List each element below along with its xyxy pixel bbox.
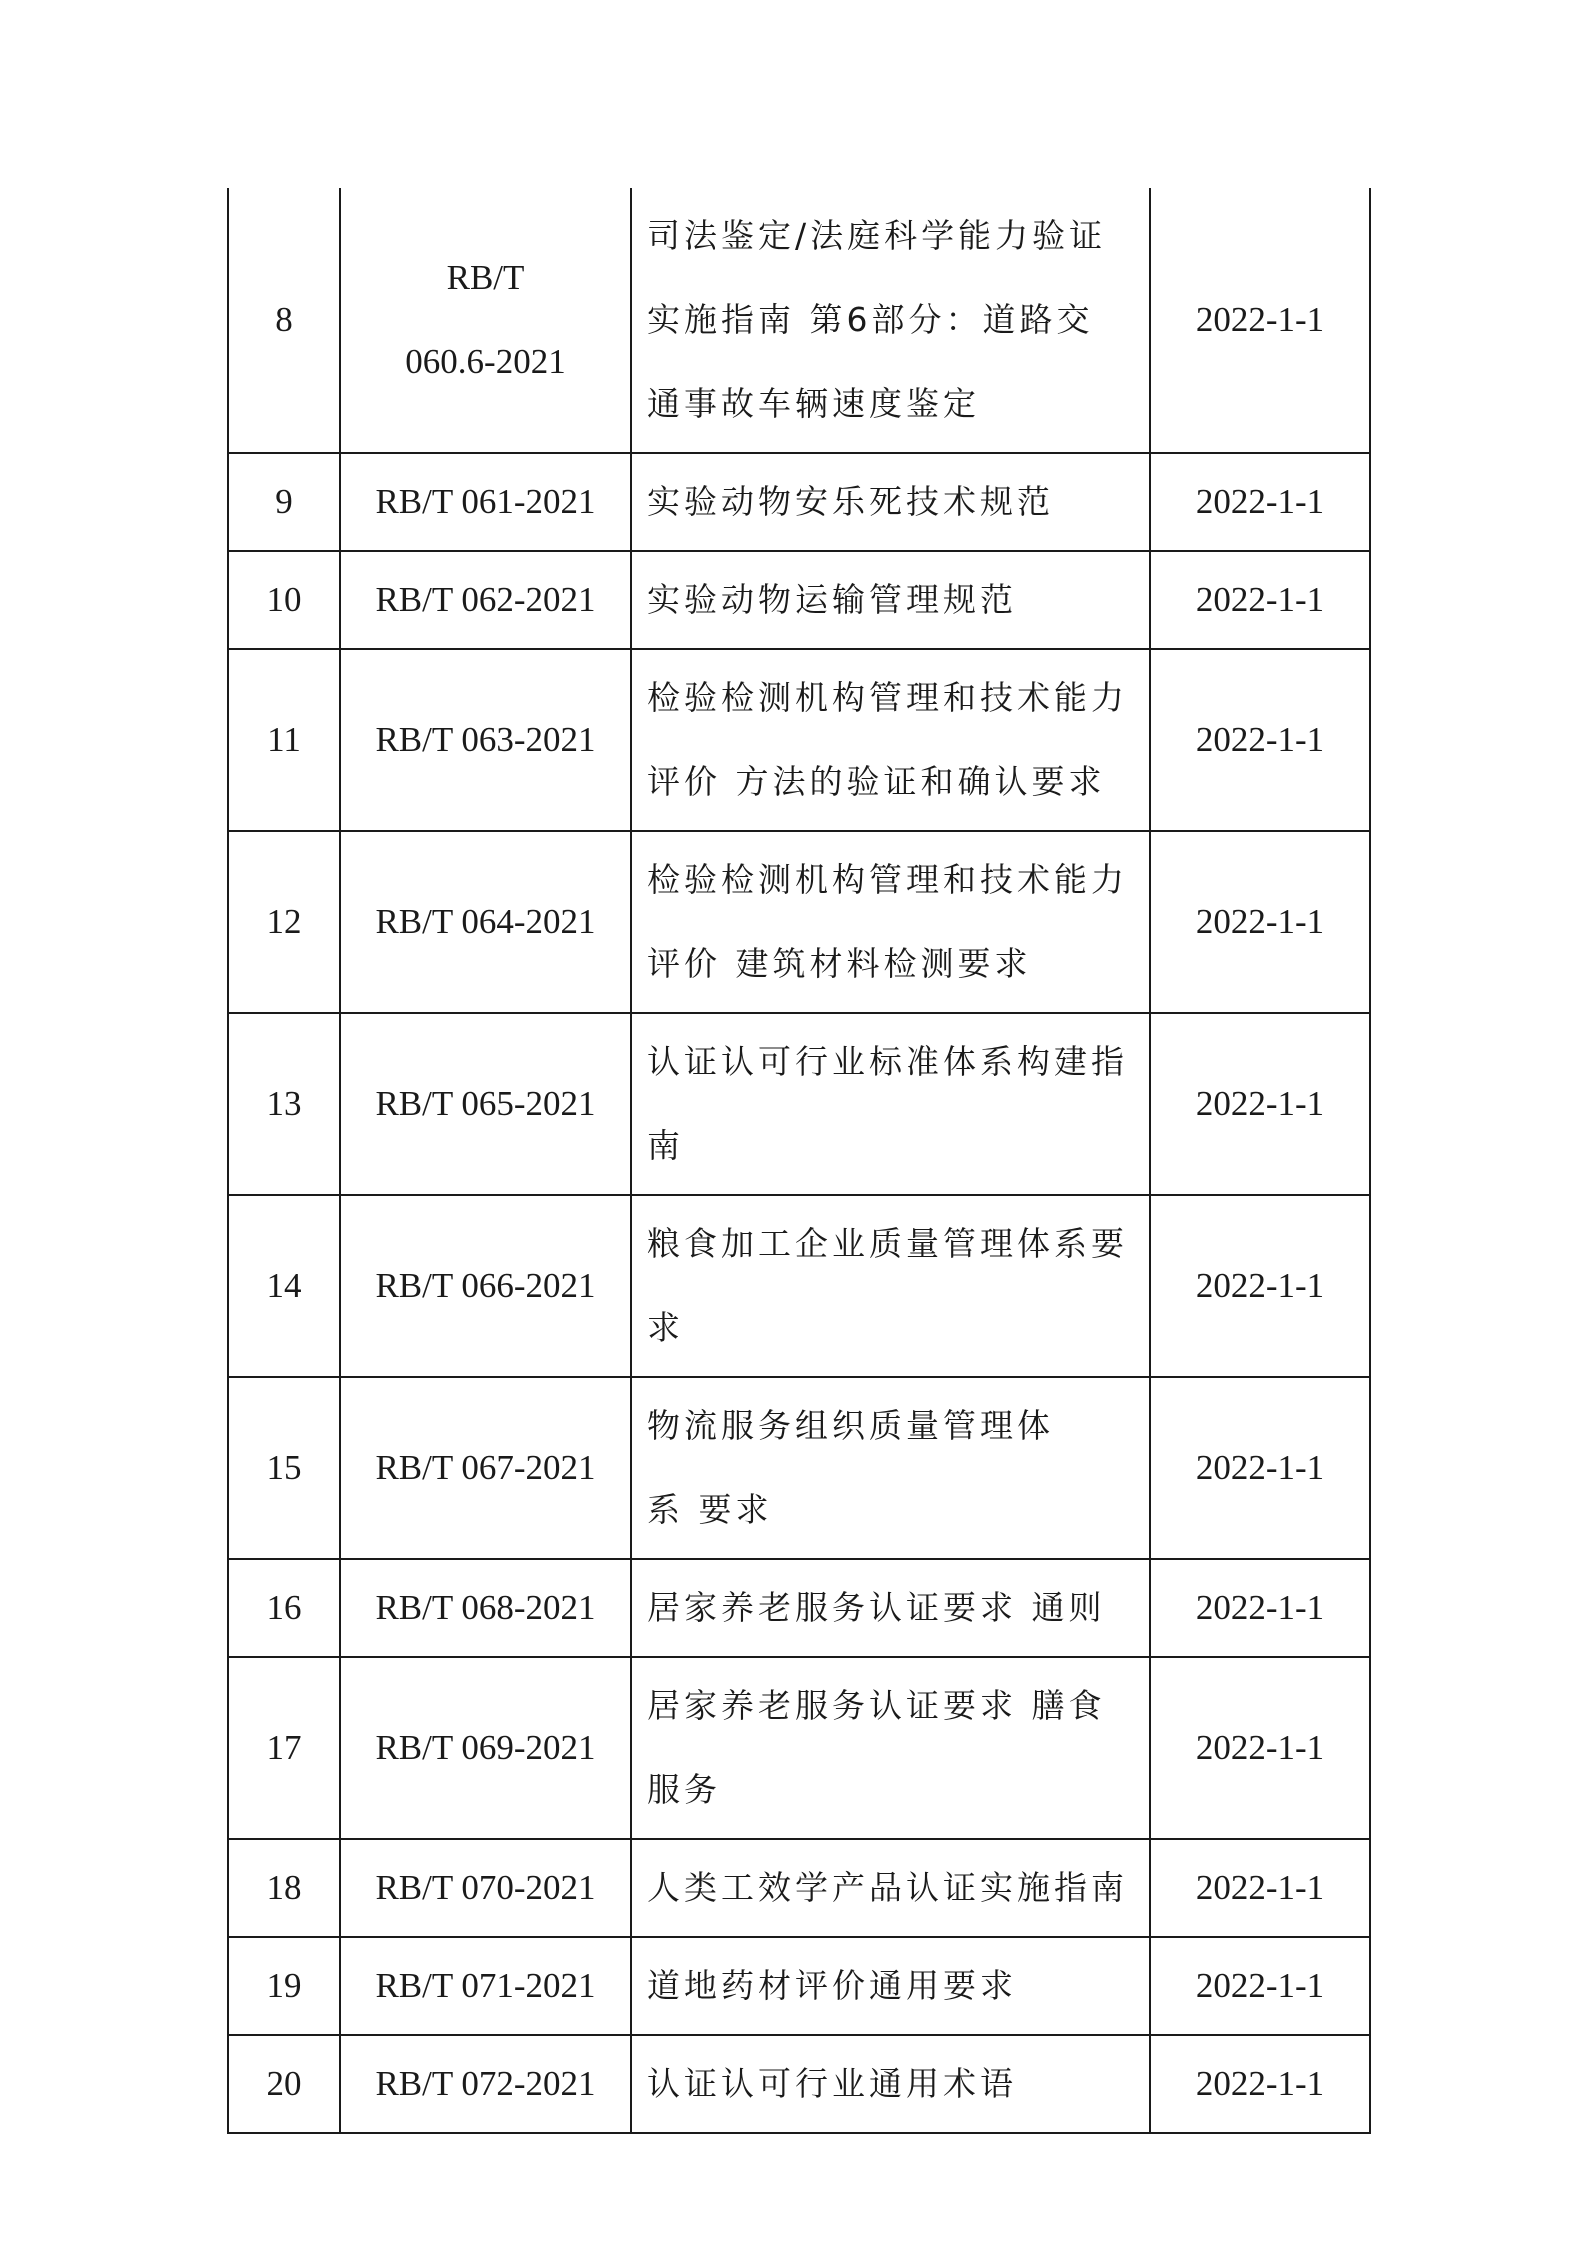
standard-code-cell: [340, 1657, 631, 1839]
standard-name-line: 系 要求: [647, 1490, 773, 1529]
table-row: [228, 831, 1370, 1013]
standards-table: [227, 188, 1371, 2134]
standard-code: RB/T 069-2021: [375, 1728, 596, 1767]
table-row: [228, 1013, 1370, 1195]
implementation-date: 2022-1-1: [1195, 1588, 1325, 1627]
implementation-date-cell: [1150, 831, 1370, 1013]
serial-number: 9: [275, 482, 293, 521]
standard-name: [647, 454, 1141, 550]
standard-code-cell: [340, 649, 631, 831]
standard-name-line: 检验检测机构管理和技术能力: [647, 860, 1128, 899]
standard-name: [647, 2036, 1141, 2132]
implementation-date-cell: [1150, 1377, 1370, 1559]
table-row: [228, 1657, 1370, 1839]
serial-number-cell: [228, 1013, 340, 1195]
serial-number: 17: [266, 1728, 302, 1767]
serial-number-cell: [228, 551, 340, 649]
standard-name-cell: [631, 188, 1150, 453]
standard-code: RB/T 067-2021: [375, 1448, 596, 1487]
standard-name-line: 评价 方法的验证和确认要求: [647, 762, 1106, 801]
implementation-date: 2022-1-1: [1195, 902, 1325, 941]
implementation-date-cell: [1150, 188, 1370, 453]
standard-name-cell: [631, 551, 1150, 649]
standard-code-cell: [340, 1839, 631, 1937]
serial-number-cell: [228, 453, 340, 551]
standard-name-line: 服务: [647, 1770, 721, 1809]
standard-name-line: 求: [647, 1308, 684, 1347]
standard-name-line: 粮食加工企业质量管理体系要: [647, 1224, 1128, 1263]
standard-name-line: 认证认可行业通用术语: [647, 2064, 1017, 2103]
standard-name: [647, 552, 1141, 648]
standard-name-line: 实验动物安乐死技术规范: [647, 482, 1054, 521]
standard-name: [647, 1560, 1141, 1656]
standard-code: RB/T 062-2021: [375, 580, 596, 619]
implementation-date: 2022-1-1: [1195, 482, 1325, 521]
serial-number-cell: [228, 1377, 340, 1559]
standard-name-line: 南: [647, 1126, 684, 1165]
standard-name: [647, 832, 1141, 1012]
implementation-date: 2022-1-1: [1195, 1966, 1325, 2005]
standard-code: RB/T 063-2021: [375, 720, 596, 759]
implementation-date-cell: [1150, 551, 1370, 649]
table-row: [228, 1195, 1370, 1377]
implementation-date-cell: [1150, 1657, 1370, 1839]
serial-number-cell: [228, 831, 340, 1013]
standard-code-cell: [340, 1377, 631, 1559]
standard-name: [647, 1014, 1141, 1194]
standard-code-cell: [340, 1559, 631, 1657]
implementation-date: 2022-1-1: [1195, 300, 1325, 339]
standard-code-cell: [340, 831, 631, 1013]
standard-code: RB/T 068-2021: [375, 1588, 596, 1627]
serial-number-cell: [228, 649, 340, 831]
standard-code-cell: [340, 551, 631, 649]
table-row: [228, 1839, 1370, 1937]
implementation-date-cell: [1150, 2035, 1370, 2133]
standard-name-line: 物流服务组织质量管理体: [647, 1406, 1054, 1445]
table-row: [228, 1559, 1370, 1657]
standard-name-cell: [631, 2035, 1150, 2133]
standard-name-cell: [631, 1937, 1150, 2035]
standard-name-cell: [631, 1839, 1150, 1937]
table-row: [228, 1937, 1370, 2035]
standard-name: [647, 1840, 1141, 1936]
standard-name-cell: [631, 1657, 1150, 1839]
serial-number: 14: [266, 1266, 302, 1305]
implementation-date: 2022-1-1: [1195, 1448, 1325, 1487]
serial-number: 13: [266, 1084, 302, 1123]
implementation-date: 2022-1-1: [1195, 2064, 1325, 2103]
implementation-date-cell: [1150, 1559, 1370, 1657]
standard-name: [647, 1658, 1141, 1838]
serial-number-cell: [228, 2035, 340, 2133]
standard-code: RB/T 072-2021: [375, 2064, 596, 2103]
serial-number: 10: [266, 580, 302, 619]
table-row: [228, 453, 1370, 551]
standard-code: RB/T 071-2021: [375, 1966, 596, 2005]
standard-code-cell: [340, 188, 631, 453]
standard-name-line: 道地药材评价通用要求: [647, 1966, 1017, 2005]
serial-number: 11: [267, 720, 301, 759]
implementation-date-cell: [1150, 453, 1370, 551]
standard-name-line: 居家养老服务认证要求 通则: [647, 1588, 1106, 1627]
serial-number-cell: [228, 188, 340, 453]
implementation-date-cell: [1150, 649, 1370, 831]
implementation-date: 2022-1-1: [1195, 1266, 1325, 1305]
standard-name-line: 人类工效学产品认证实施指南: [647, 1868, 1128, 1907]
implementation-date: 2022-1-1: [1195, 580, 1325, 619]
standard-name-line: 居家养老服务认证要求 膳食: [647, 1686, 1106, 1725]
standard-code: RB/T 065-2021: [375, 1084, 596, 1123]
standard-code-cell: [340, 1013, 631, 1195]
standard-name-line: 司法鉴定/法庭科学能力验证: [647, 216, 1107, 255]
standard-code: RB/T 066-2021: [375, 1266, 596, 1305]
standard-name-cell: [631, 1013, 1150, 1195]
serial-number: 12: [266, 902, 302, 941]
serial-number: 18: [266, 1868, 302, 1907]
standard-code: RB/T: [446, 258, 525, 297]
serial-number: 19: [266, 1966, 302, 2005]
implementation-date-cell: [1150, 1195, 1370, 1377]
serial-number-cell: [228, 1937, 340, 2035]
standard-code-cell: [340, 1937, 631, 2035]
standard-name: [647, 188, 1141, 452]
standard-name-line: 检验检测机构管理和技术能力: [647, 678, 1128, 717]
standard-name-cell: [631, 453, 1150, 551]
standards-table-body: [228, 188, 1370, 2133]
standard-code: RB/T 064-2021: [375, 902, 596, 941]
standard-name-cell: [631, 649, 1150, 831]
standard-name-line: 通事故车辆速度鉴定: [647, 384, 980, 423]
standard-code-cell: [340, 453, 631, 551]
standard-code-cell: [340, 2035, 631, 2133]
standard-name-cell: [631, 1377, 1150, 1559]
implementation-date-cell: [1150, 1937, 1370, 2035]
standard-code-cell: [340, 1195, 631, 1377]
table-row: [228, 551, 1370, 649]
implementation-date-cell: [1150, 1013, 1370, 1195]
serial-number: 20: [266, 2064, 302, 2103]
implementation-date: 2022-1-1: [1195, 1084, 1325, 1123]
standard-name-cell: [631, 1195, 1150, 1377]
implementation-date: 2022-1-1: [1195, 1868, 1325, 1907]
implementation-date: 2022-1-1: [1195, 1728, 1325, 1767]
serial-number-cell: [228, 1195, 340, 1377]
standard-name-line: 认证认可行业标准体系构建指: [647, 1042, 1128, 1081]
standard-name-line: 实验动物运输管理规范: [647, 580, 1017, 619]
table-row: [228, 188, 1370, 453]
standard-name: [647, 1378, 1141, 1558]
standard-name: [647, 1196, 1141, 1376]
table-row: [228, 1377, 1370, 1559]
implementation-date-cell: [1150, 1839, 1370, 1937]
serial-number-cell: [228, 1657, 340, 1839]
standard-name-cell: [631, 1559, 1150, 1657]
serial-number: 16: [266, 1588, 302, 1627]
serial-number: 15: [266, 1448, 302, 1487]
standard-code: RB/T 070-2021: [375, 1868, 596, 1907]
table-row: [228, 2035, 1370, 2133]
standard-name-cell: [631, 831, 1150, 1013]
implementation-date: 2022-1-1: [1195, 720, 1325, 759]
serial-number-cell: [228, 1839, 340, 1937]
standard-name: [647, 1938, 1141, 2034]
serial-number: 8: [275, 300, 293, 339]
standard-code: RB/T 061-2021: [375, 482, 596, 521]
standard-name-line: 实施指南 第6部分：道路交: [647, 300, 1094, 339]
serial-number-cell: [228, 1559, 340, 1657]
standard-code: 060.6-2021: [405, 342, 566, 381]
standard-name-line: 评价 建筑材料检测要求: [647, 944, 1032, 983]
table-row: [228, 649, 1370, 831]
standard-name: [647, 650, 1141, 830]
